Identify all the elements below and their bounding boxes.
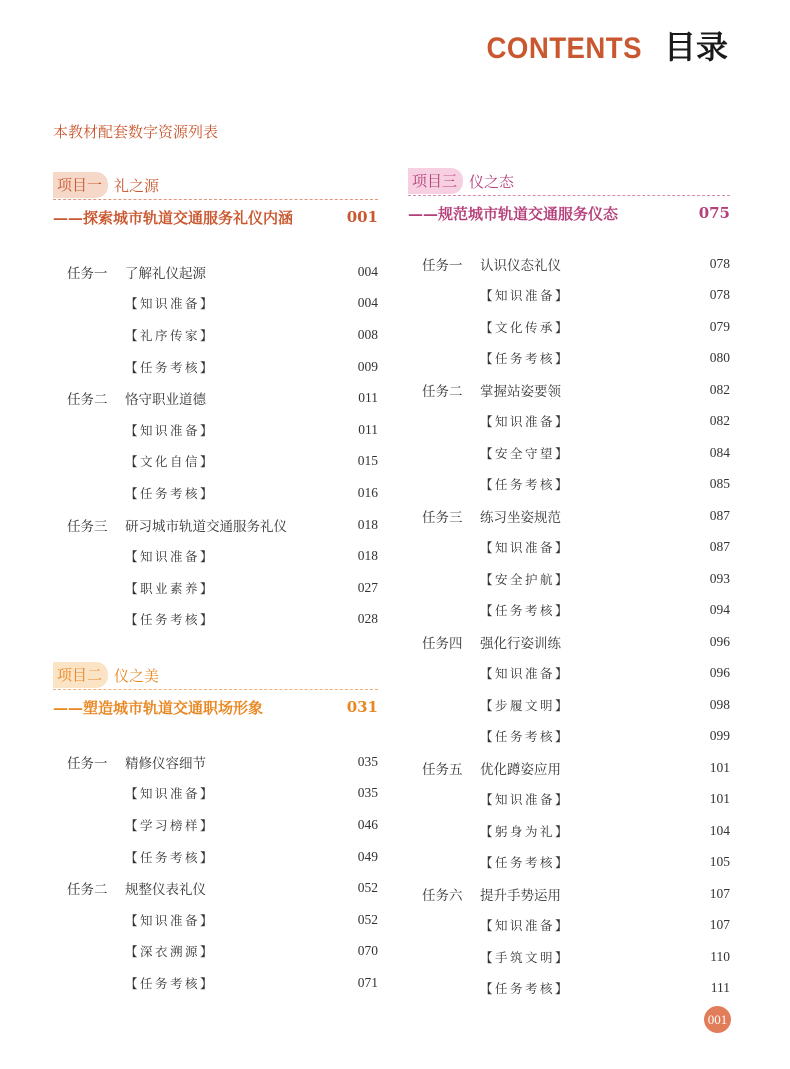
project-1-name: 礼之源 — [114, 176, 160, 195]
task-label: 任务一 — [67, 265, 108, 282]
toc-subsection-row[interactable] — [408, 532, 730, 564]
toc-task-row[interactable] — [408, 248, 730, 280]
subsection-title: 【知识准备】 — [480, 792, 571, 808]
subsection-title: 【知识准备】 — [125, 422, 216, 438]
page-ref: 008 — [357, 326, 378, 342]
page-ref: 049 — [357, 848, 378, 864]
toc-subsection-row[interactable] — [408, 784, 730, 816]
task-label: 任务二 — [422, 383, 463, 400]
task-title: 恪守职业道德 — [125, 392, 206, 409]
page-ref: 046 — [357, 816, 378, 832]
task-title: 提升手势运用 — [480, 887, 561, 904]
page-ref: 018 — [357, 548, 378, 564]
toc-subsection-row[interactable] — [53, 778, 378, 810]
toc-subsection-row[interactable] — [408, 658, 730, 690]
contents-title-zh: 目录 — [663, 28, 728, 66]
subsection-title: 【任务考核】 — [480, 729, 571, 745]
toc-subsection-row[interactable] — [408, 280, 730, 312]
toc-subsection-row[interactable] — [408, 941, 730, 973]
project-3-page: 075 — [698, 204, 730, 222]
subsection-title: 【任务考核】 — [480, 981, 571, 997]
project-2-name: 仪之美 — [114, 666, 160, 685]
project-3-subtitle-row[interactable] — [408, 196, 730, 230]
toc-subsection-row[interactable] — [408, 689, 730, 721]
page-ref: 016 — [357, 484, 378, 500]
project-3-heading[interactable] — [408, 168, 730, 194]
toc-subsection-row[interactable] — [53, 967, 378, 999]
page-ref: 085 — [709, 476, 730, 492]
project-3-name: 仪之态 — [469, 172, 515, 191]
toc-subsection-row[interactable] — [408, 815, 730, 847]
task-title: 规整仪表礼仪 — [125, 882, 206, 899]
subsection-title: 【任务考核】 — [480, 477, 571, 493]
toc-subsection-row[interactable] — [53, 446, 378, 478]
task-label: 任务六 — [422, 887, 463, 904]
subsection-title: 【知识准备】 — [125, 296, 216, 312]
page-ref: 027 — [357, 579, 378, 595]
project-1-task-list — [53, 256, 378, 635]
project-1-subtitle: ——探索城市轨道交通服务礼仪内涵 — [53, 208, 294, 227]
toc-subsection-row[interactable] — [53, 809, 378, 841]
subsection-title: 【躬身为礼】 — [480, 823, 571, 839]
toc-subsection-row[interactable] — [53, 604, 378, 636]
project-2-heading[interactable] — [53, 662, 378, 688]
page-ref: 093 — [709, 570, 730, 586]
project-2-page: 031 — [346, 698, 378, 716]
project-1-page: 001 — [346, 208, 378, 226]
toc-task-row[interactable] — [53, 382, 378, 414]
task-title: 认识仪态礼仪 — [480, 257, 561, 274]
toc-subsection-row[interactable] — [408, 721, 730, 753]
page-ref: 082 — [709, 413, 730, 429]
task-label: 任务二 — [67, 392, 108, 409]
project-3-task-list — [408, 248, 730, 1004]
subsection-title: 【任务考核】 — [480, 855, 571, 871]
toc-subsection-row[interactable] — [53, 288, 378, 320]
page-ref: 094 — [709, 602, 730, 618]
page-ref: 080 — [709, 350, 730, 366]
page-ref: 004 — [357, 263, 378, 279]
page-ref: 087 — [709, 539, 730, 555]
page-ref: 107 — [709, 885, 730, 901]
project-2-subtitle: ——塑造城市轨道交通职场形象 — [53, 698, 264, 717]
toc-subsection-row[interactable] — [408, 973, 730, 1005]
subsection-title: 【任务考核】 — [125, 359, 216, 375]
page-ref: 105 — [709, 854, 730, 870]
project-2-badge: 项目二 — [53, 662, 108, 688]
page-ref: 028 — [357, 611, 378, 627]
toc-subsection-row[interactable] — [53, 414, 378, 446]
task-label: 任务一 — [422, 257, 463, 274]
subsection-title: 【任务考核】 — [480, 603, 571, 619]
task-label: 任务一 — [67, 755, 108, 772]
page-ref: 078 — [709, 287, 730, 303]
project-1-heading[interactable] — [53, 172, 378, 198]
subsection-title: 【礼序传家】 — [125, 327, 216, 343]
toc-task-row[interactable] — [53, 256, 378, 288]
project-1-section — [53, 172, 378, 635]
page-ref: 009 — [357, 358, 378, 374]
subsection-title: 【知识准备】 — [125, 549, 216, 565]
subsection-title: 【深衣溯源】 — [125, 944, 216, 960]
project-3-badge: 项目三 — [408, 168, 463, 194]
toc-subsection-row[interactable] — [53, 841, 378, 873]
digital-resources-link[interactable]: 本教材配套数字资源列表 — [53, 123, 219, 141]
subsection-title: 【任务考核】 — [125, 612, 216, 628]
subsection-title: 【手筑文明】 — [480, 949, 571, 965]
page-ref: 052 — [357, 880, 378, 896]
page-ref: 101 — [709, 791, 730, 807]
page-header — [473, 22, 728, 68]
subsection-title: 【知识准备】 — [480, 540, 571, 556]
page-ref: 015 — [357, 453, 378, 469]
task-label: 任务三 — [422, 509, 463, 526]
project-3-subtitle: ——规范城市轨道交通服务仪态 — [408, 204, 619, 223]
subsection-title: 【知识准备】 — [125, 786, 216, 802]
page-ref: 111 — [710, 980, 730, 996]
page-ref: 084 — [709, 444, 730, 460]
project-2-section — [53, 662, 378, 999]
subsection-title: 【安全守望】 — [480, 445, 571, 461]
toc-subsection-row[interactable] — [408, 406, 730, 438]
task-label: 任务五 — [422, 761, 463, 778]
subsection-title: 【安全护航】 — [480, 571, 571, 587]
task-title: 了解礼仪起源 — [125, 265, 206, 282]
page-ref: 035 — [357, 753, 378, 769]
project-3-section — [408, 168, 730, 1004]
toc-task-row[interactable] — [408, 752, 730, 784]
toc-subsection-row[interactable] — [408, 595, 730, 627]
page-ref: 011 — [358, 390, 378, 406]
toc-subsection-row[interactable] — [408, 469, 730, 501]
toc-subsection-row[interactable] — [408, 847, 730, 879]
toc-task-row[interactable] — [53, 872, 378, 904]
subsection-title: 【知识准备】 — [480, 288, 571, 304]
page-ref: 078 — [709, 255, 730, 271]
toc-task-row[interactable] — [408, 374, 730, 406]
toc-task-row[interactable] — [53, 509, 378, 541]
subsection-title: 【文化传承】 — [480, 319, 571, 335]
task-title: 掌握站姿要领 — [480, 383, 561, 400]
page-ref: 099 — [709, 728, 730, 744]
page-ref: 107 — [709, 917, 730, 933]
toc-subsection-row[interactable] — [53, 319, 378, 351]
subsection-title: 【职业素养】 — [125, 580, 216, 596]
toc-subsection-row[interactable] — [53, 904, 378, 936]
page-ref: 070 — [357, 943, 378, 959]
page-ref: 082 — [709, 381, 730, 397]
project-2-task-list — [53, 746, 378, 999]
project-2-subtitle-row[interactable] — [53, 690, 378, 724]
toc-task-row[interactable] — [408, 500, 730, 532]
toc-subsection-row[interactable] — [408, 311, 730, 343]
project-1-subtitle-row[interactable] — [53, 200, 378, 234]
page-ref: 101 — [709, 759, 730, 775]
task-label: 任务三 — [67, 518, 108, 535]
contents-title-en: CONTENTS — [486, 32, 642, 65]
page-number-badge: 001 — [704, 1006, 731, 1033]
page-ref: 096 — [709, 633, 730, 649]
page-ref: 079 — [709, 318, 730, 334]
page-ref: 071 — [357, 974, 378, 990]
page-ref: 098 — [709, 696, 730, 712]
toc-subsection-row[interactable] — [53, 351, 378, 383]
subsection-title: 【知识准备】 — [125, 912, 216, 928]
toc-subsection-row[interactable] — [53, 936, 378, 968]
task-label: 任务二 — [67, 882, 108, 899]
subsection-title: 【学习榜样】 — [125, 817, 216, 833]
toc-task-row[interactable] — [408, 878, 730, 910]
toc-subsection-row[interactable] — [408, 563, 730, 595]
page-ref: 004 — [357, 295, 378, 311]
subsection-title: 【任务考核】 — [480, 351, 571, 367]
page-ref: 018 — [357, 516, 378, 532]
project-1-badge: 项目一 — [53, 172, 108, 198]
page-ref: 052 — [357, 911, 378, 927]
page-ref: 096 — [709, 665, 730, 681]
toc-subsection-row[interactable] — [53, 572, 378, 604]
page-ref: 110 — [710, 948, 730, 964]
toc-subsection-row[interactable] — [408, 437, 730, 469]
subsection-title: 【知识准备】 — [480, 918, 571, 934]
task-label: 任务四 — [422, 635, 463, 652]
toc-subsection-row[interactable] — [53, 540, 378, 572]
subsection-title: 【文化自信】 — [125, 454, 216, 470]
toc-task-row[interactable] — [408, 626, 730, 658]
subsection-title: 【步履文明】 — [480, 697, 571, 713]
subsection-title: 【任务考核】 — [125, 975, 216, 991]
task-title: 精修仪容细节 — [125, 755, 206, 772]
task-title: 研习城市轨道交通服务礼仪 — [125, 518, 287, 535]
toc-subsection-row[interactable] — [53, 477, 378, 509]
page-ref: 011 — [358, 421, 378, 437]
task-title: 优化蹲姿应用 — [480, 761, 561, 778]
task-title: 强化行姿训练 — [480, 635, 561, 652]
page-ref: 035 — [357, 785, 378, 801]
subsection-title: 【任务考核】 — [125, 485, 216, 501]
page-ref: 087 — [709, 507, 730, 523]
toc-subsection-row[interactable] — [408, 910, 730, 942]
subsection-title: 【任务考核】 — [125, 849, 216, 865]
subsection-title: 【知识准备】 — [480, 666, 571, 682]
subsection-title: 【知识准备】 — [480, 414, 571, 430]
toc-task-row[interactable] — [53, 746, 378, 778]
toc-subsection-row[interactable] — [408, 343, 730, 375]
page-ref: 104 — [709, 822, 730, 838]
task-title: 练习坐姿规范 — [480, 509, 561, 526]
